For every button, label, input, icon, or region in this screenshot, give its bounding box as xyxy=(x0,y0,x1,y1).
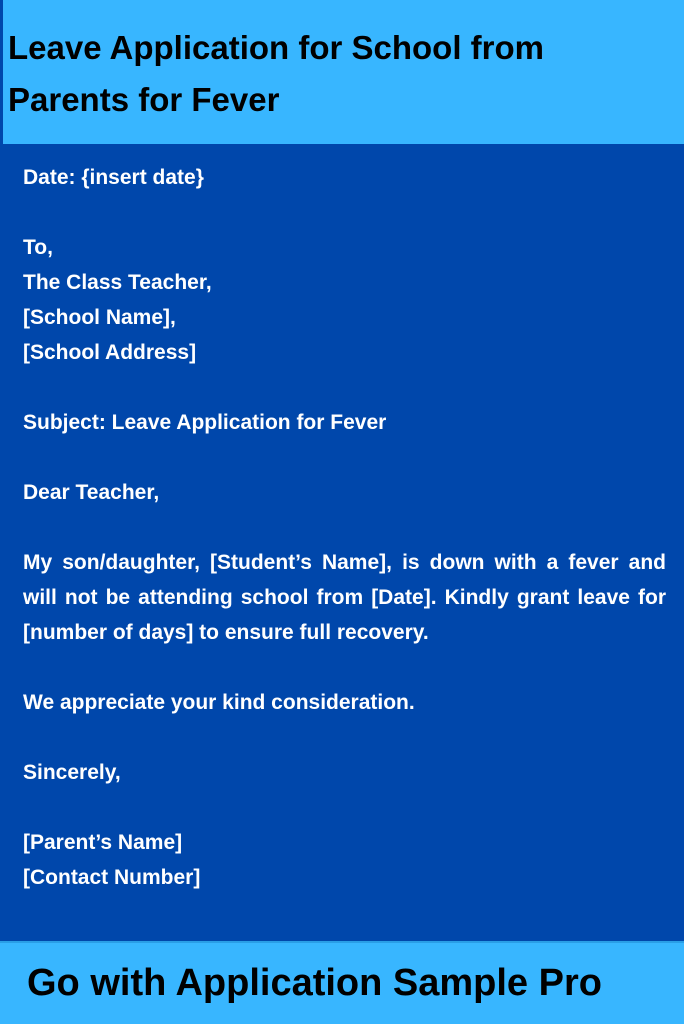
spacer xyxy=(23,510,668,545)
letter-subject: Subject: Leave Application for Fever xyxy=(23,411,387,434)
letter-appreciation: We appreciate your kind consideration. xyxy=(23,691,415,714)
letter-parent-name: [Parent’s Name] xyxy=(23,831,183,854)
letter-date: Date: {insert date} xyxy=(23,166,204,189)
letter-school-address: [School Address] xyxy=(23,341,197,364)
page-title-line-1: Leave Application for School from xyxy=(8,29,545,66)
page-title xyxy=(8,22,684,126)
letter-contact-number: [Contact Number] xyxy=(23,866,201,889)
letter-to: To, xyxy=(23,236,53,259)
footer-banner xyxy=(0,941,684,1024)
spacer xyxy=(23,650,668,685)
letter-recipient: The Class Teacher, xyxy=(23,271,212,294)
letter-body xyxy=(23,160,668,895)
header-banner xyxy=(3,0,684,144)
spacer xyxy=(23,370,668,405)
letter-salutation: Dear Teacher, xyxy=(23,481,160,504)
letter-body-paragraph: My son/daughter, [Student’s Name], is down with a fever and will not be attending school from [Date]. Kindly grant leave for [number of days] to ensure full recovery. xyxy=(23,551,666,644)
spacer xyxy=(23,195,668,230)
spacer xyxy=(23,790,668,825)
page-title-line-2: Parents for Fever xyxy=(8,81,280,118)
spacer xyxy=(23,720,668,755)
spacer xyxy=(23,440,668,475)
footer-brand-text: Go with Application Sample Pro xyxy=(27,962,602,1004)
letter-closing: Sincerely, xyxy=(23,761,121,784)
letter-school-name: [School Name], xyxy=(23,306,176,329)
